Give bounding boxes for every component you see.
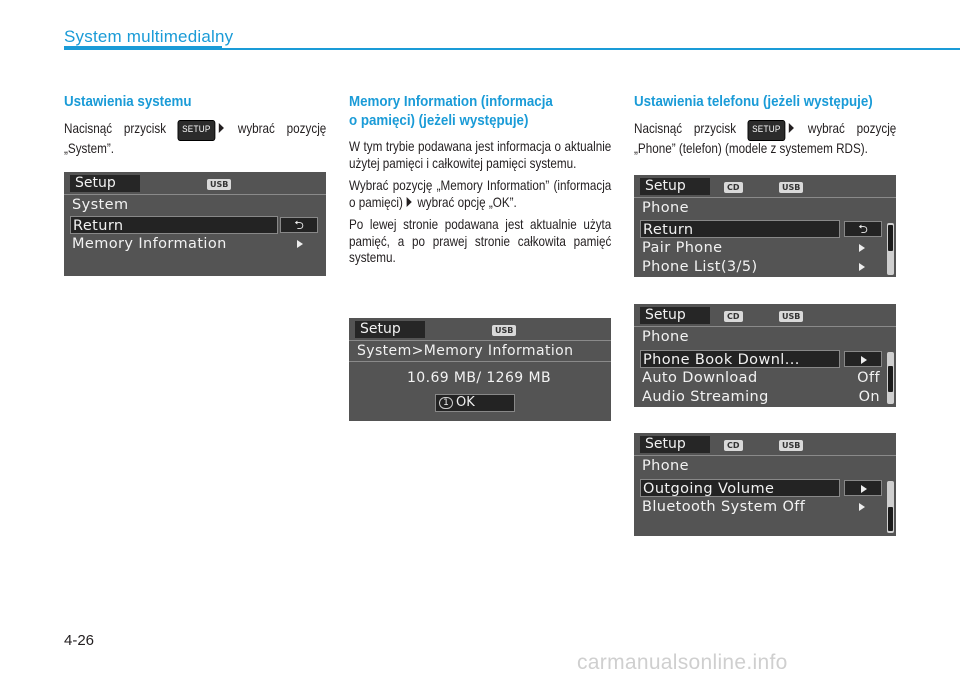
- arrow-right-icon: [406, 197, 411, 207]
- scrollbar[interactable]: [887, 481, 894, 533]
- screen-row-memory-information[interactable]: Memory Information: [72, 236, 227, 252]
- section-title-line2: o pamięci) (jeżeli występuje): [349, 113, 529, 129]
- screen-row-system: System: [72, 197, 129, 213]
- row-label: Audio Streaming: [642, 389, 769, 405]
- memory-usage-value: 10.69 MB/ 1269 MB: [407, 370, 551, 386]
- page-number: 4-26: [64, 632, 95, 649]
- instruction-text: [64, 120, 326, 157]
- arrow-right-icon: [861, 356, 867, 364]
- usb-indicator: USB: [779, 311, 803, 322]
- divider: [634, 326, 896, 327]
- column-system-settings: [64, 93, 326, 163]
- watermark-text: carmanualsonline.info: [577, 651, 788, 674]
- arrow-right-icon: [788, 123, 793, 133]
- usb-indicator: USB: [779, 182, 803, 193]
- instruction-text: [634, 120, 896, 157]
- scrollbar-knob[interactable]: [888, 507, 893, 531]
- screen-row-pair-phone[interactable]: Pair Phone: [642, 240, 723, 256]
- screen-memory-information: [349, 318, 611, 421]
- instruction-text-part: Nacisnąć przycisk: [634, 121, 748, 136]
- screen-row-outgoing-volume[interactable]: Outgoing Volume: [640, 479, 840, 497]
- ok-button[interactable]: [435, 394, 515, 412]
- screen-phone-setup-3: [634, 433, 896, 536]
- screen-title: Setup: [640, 436, 710, 453]
- arrow-right-icon: [859, 503, 865, 511]
- cd-indicator: CD: [724, 182, 743, 193]
- scrollbar[interactable]: [887, 223, 894, 275]
- header-rule-accent: [64, 46, 222, 50]
- cd-indicator: CD: [724, 440, 743, 451]
- row-value: Off: [857, 370, 880, 386]
- screen-row-return[interactable]: Return: [70, 216, 278, 234]
- description-text: W tym trybie podawana jest informacja o aktualnie użytej pamięci i całkowitej pamięci systemu.: [349, 139, 612, 171]
- arrow-right-icon: [859, 244, 865, 252]
- section-title-line1: Memory Information (informacja: [349, 94, 553, 110]
- instruction-text-part: Wybrać pozycję „Memory Information” (informacja o pamięci): [349, 178, 612, 210]
- arrow-right-icon: [297, 240, 303, 248]
- instruction-text-part: wybrać pozycję „System”.: [64, 121, 327, 156]
- screen-row-phone: Phone: [642, 329, 689, 345]
- return-icon[interactable]: ⮌: [280, 217, 318, 233]
- row-value: On: [858, 389, 880, 405]
- instruction-text-part: Nacisnąć przycisk: [64, 121, 178, 136]
- instruction-text-part: wybrać pozycję „Phone” (telefon) (modele z systemem RDS).: [634, 121, 897, 156]
- scrollbar[interactable]: [887, 352, 894, 404]
- arrow-button[interactable]: [844, 480, 882, 496]
- instruction-text-part: wybrać opcję „OK”.: [414, 194, 517, 210]
- divider: [634, 455, 896, 456]
- screen-title: Setup: [70, 175, 140, 192]
- usb-indicator: USB: [779, 440, 803, 451]
- row-label: Auto Download: [642, 370, 758, 386]
- screen-title: Setup: [640, 307, 710, 324]
- arrow-right-icon: [859, 263, 865, 271]
- divider: [349, 340, 611, 341]
- setup-button-icon: SETUP: [178, 120, 215, 141]
- section-title: Ustawienia telefonu (jeżeli występuje): [634, 94, 873, 110]
- screen-row-phone: Phone: [642, 200, 689, 216]
- key-number-icon: 1: [439, 397, 453, 409]
- ok-label: OK: [456, 395, 475, 410]
- scrollbar-knob[interactable]: [888, 366, 893, 392]
- arrow-right-icon: [218, 123, 223, 133]
- divider: [349, 361, 611, 362]
- return-icon[interactable]: ⮌: [844, 221, 882, 237]
- screen-row-bluetooth-system-off[interactable]: Bluetooth System Off: [642, 499, 806, 515]
- screen-setup-system: [64, 172, 326, 276]
- section-header-title: System multimedialny: [64, 27, 234, 46]
- column-phone-settings: [634, 93, 896, 163]
- usb-indicator: USB: [492, 325, 516, 336]
- screen-title: Setup: [355, 321, 425, 338]
- usb-indicator: USB: [207, 179, 231, 190]
- screen-phone-setup-2: [634, 304, 896, 407]
- screen-row-phone-book-download[interactable]: Phone Book Downl...: [640, 350, 840, 368]
- divider: [64, 194, 326, 195]
- cd-indicator: CD: [724, 311, 743, 322]
- arrow-right-icon: [861, 485, 867, 493]
- screen-row-phone: Phone: [642, 458, 689, 474]
- screen-row-auto-download[interactable]: [640, 369, 880, 387]
- screen-path: System>Memory Information: [357, 343, 574, 359]
- scrollbar-knob[interactable]: [888, 225, 893, 251]
- screen-row-audio-streaming[interactable]: [640, 388, 880, 406]
- screen-title: Setup: [640, 178, 710, 195]
- divider: [634, 197, 896, 198]
- setup-button-icon: SETUP: [748, 120, 785, 141]
- description-text: Po lewej stronie podawana jest aktualnie użyta pamięć, a po prawej stronie całkowita pamięć systemu.: [349, 217, 612, 265]
- screen-row-phone-list[interactable]: Phone List(3/5): [642, 259, 758, 275]
- column-memory-information: [349, 93, 611, 273]
- section-title: Ustawienia systemu: [64, 94, 192, 110]
- instruction-text: [349, 178, 611, 211]
- screen-row-return[interactable]: Return: [640, 220, 840, 238]
- arrow-button[interactable]: [844, 351, 882, 367]
- screen-phone-setup-1: [634, 175, 896, 277]
